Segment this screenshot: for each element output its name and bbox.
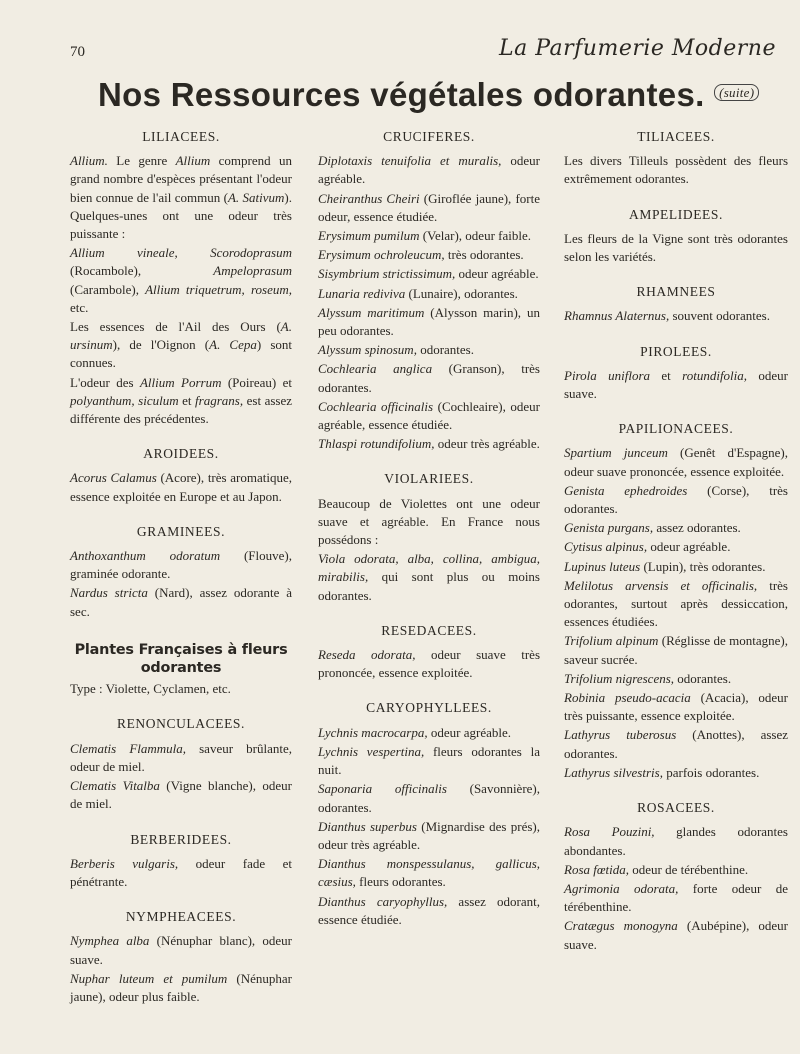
entry-text: odeur de térébenthine.: [629, 861, 749, 877]
entry-text: (Genêt d'Espagne), odeur suave prononcée, essence exploitée.: [564, 445, 788, 479]
entry-text: souvent odorantes.: [669, 308, 770, 324]
plant-entry: [318, 360, 540, 396]
plant-entry: [318, 246, 540, 264]
latin-name: Anthoxanthum odoratum: [70, 548, 221, 564]
plant-entry: [564, 823, 788, 859]
latin-name: Lupinus luteus: [564, 558, 641, 574]
entry-text: (Giroflée jaune), forte odeur, essence étudiée.: [318, 190, 540, 224]
plant-entry: [70, 970, 292, 1006]
latin-name: Allium.: [70, 153, 108, 169]
entry-text: odeur agréable.: [427, 724, 511, 740]
latin-name: Clematis Flammula,: [70, 740, 187, 756]
entry-text: (Granson), très odorantes.: [318, 361, 540, 395]
entry-text: odeur très agréable.: [434, 436, 540, 452]
plant-entry: [564, 726, 788, 762]
entry-text: est assez différente des précédentes.: [70, 392, 293, 427]
latin-name: fragrans,: [195, 392, 244, 408]
plant-entry: [70, 777, 292, 813]
plant-entry: [564, 538, 788, 556]
latin-name: Viola odorata, alba, collina, ambigua, mirabilis,: [318, 551, 540, 585]
latin-name: Allium triquetrum, roseum,: [145, 281, 292, 297]
plant-entry: [564, 861, 788, 879]
entry-text: (Cochleaire), odeur agréable, essence étudiée.: [318, 398, 540, 433]
latin-name: A. ursinum: [70, 319, 292, 353]
plant-entry: [70, 469, 292, 505]
plant-entry: [318, 227, 540, 245]
entry-text: etc.: [70, 299, 89, 315]
latin-name: Dianthus caryophyllus,: [318, 893, 448, 909]
plant-entry: [318, 893, 540, 929]
latin-name: Allium: [175, 153, 211, 169]
plant-entry: [564, 482, 788, 518]
latin-name: Sisymbrium strictissimum,: [318, 266, 456, 282]
page-title: [98, 76, 788, 114]
entry-text: (Lunaire), odorantes.: [405, 285, 518, 301]
plant-entry: [564, 689, 788, 725]
entry-text: Les divers Tilleuls possèdent des fleurs extrêmement odorantes.: [564, 153, 788, 187]
column-3: [564, 128, 788, 955]
latin-name: Lathyrus tuberosus: [564, 727, 677, 743]
entry-text: odeur agréable.: [455, 266, 539, 282]
latin-name: Allium Porrum: [139, 374, 222, 390]
plant-entry: [318, 818, 540, 854]
entry-text: très odorantes, surtout après dessiccation, essences étudiées.: [564, 577, 788, 630]
entry-text: odeur suave très prononcée, essence exploitée.: [318, 647, 540, 681]
latin-name: Cytisus alpinus,: [564, 539, 648, 555]
latin-name: Lunaria rediviva: [318, 285, 406, 301]
plant-entry: [318, 495, 540, 550]
entry-text: (Velar), odeur faible.: [419, 228, 531, 244]
latin-name: A. Cepa: [209, 337, 257, 353]
entry-text: (Alysson marin), un peu odorantes.: [318, 304, 540, 339]
latin-name: Berberis vulgaris,: [70, 855, 179, 871]
entry-text: (Corse), très odorantes.: [564, 482, 788, 517]
latin-name: Cochlearia officinalis: [318, 398, 434, 414]
section-heading: RESEDACEES.: [381, 622, 477, 638]
plant-entry: [70, 584, 292, 620]
plant-entry: [318, 304, 540, 340]
plant-entry: [70, 932, 292, 968]
plant-entry: [564, 519, 788, 537]
plant-entry: [318, 341, 540, 359]
section-heading: NYMPHEACEES.: [125, 909, 237, 925]
section-heading: RHAMNEES: [636, 284, 716, 300]
latin-name: rotundifolia,: [682, 367, 748, 383]
latin-name: Cochlearia anglica: [318, 361, 433, 377]
plant-entry: [318, 855, 540, 891]
entry-text: Beaucoup de Violettes ont une odeur suave et agréable. En France nous possédons :: [318, 495, 540, 548]
entry-text: (Mignardise des prés), odeur très agréable.: [318, 818, 540, 852]
plant-entry: [318, 724, 540, 742]
entry-text: (Acacia), odeur très puissante, essence exploitée.: [564, 690, 788, 724]
entry-text: et: [178, 392, 196, 408]
entry-text: ). Quelques-unes ont une odeur très puissante :: [70, 189, 292, 242]
latin-name: Acorus Calamus: [70, 470, 157, 486]
page-number: 70: [70, 44, 85, 60]
entry-text: (Réglisse de montagne), saveur sucrée.: [564, 633, 788, 667]
plant-entry: [564, 632, 788, 668]
entry-text: odeur agréable.: [318, 153, 540, 187]
plant-entry: [70, 244, 292, 317]
latin-name: Spartium junceum: [564, 445, 668, 461]
entry-text: odeur suave.: [564, 367, 788, 402]
entry-text: (Acore), très aromatique, essence exploitée en Europe et au Japon.: [70, 470, 292, 504]
entry-text: ) sont connues.: [70, 337, 293, 371]
plant-entry: [564, 152, 788, 188]
plant-entry: [70, 680, 292, 698]
plant-entry: [564, 444, 788, 480]
column-2: [318, 128, 540, 930]
latin-name: Reseda odorata,: [318, 647, 416, 663]
section-heading: AROIDEES.: [143, 446, 219, 462]
latin-name: Erysimum ochroleucum,: [318, 247, 445, 263]
section-heading: CRUCIFERES.: [383, 129, 475, 144]
latin-name: Alyssum maritimum: [318, 304, 425, 320]
entry-text: (Nard), assez odorante à sec.: [70, 585, 293, 619]
entry-text: (Anottes), assez odorantes.: [564, 727, 788, 761]
entry-text: (Lupin), très odorantes.: [640, 558, 766, 574]
latin-name: Genista ephedroides: [564, 482, 688, 498]
latin-name: Cratægus monogyna: [564, 918, 678, 934]
plant-entry: [318, 646, 540, 682]
plant-entry: [564, 367, 788, 403]
plant-entry: [70, 152, 292, 243]
section-heading: LILIACEES.: [142, 129, 220, 144]
plant-entry: [318, 190, 540, 226]
plant-entry: [70, 318, 292, 373]
latin-name: Ampeloprasum: [213, 263, 292, 279]
entry-text: ), de l'Oignon (: [112, 337, 210, 353]
entry-text: fleurs odorantes.: [355, 874, 446, 890]
latin-name: Diplotaxis tenuifolia et muralis,: [318, 153, 502, 169]
latin-name: Rhamnus Alaternus,: [564, 308, 670, 324]
plant-entry: [318, 265, 540, 283]
latin-name: Erysimum pumilum: [318, 228, 420, 244]
entry-text: parfois odorantes.: [662, 764, 760, 780]
suite-label: (suite): [714, 84, 759, 101]
plant-entry: [70, 740, 292, 776]
entry-text: forte odeur de térébenthine.: [564, 880, 788, 915]
latin-name: Dianthus superbus: [318, 818, 417, 834]
plant-entry: [564, 558, 788, 576]
latin-name: Nardus stricta: [70, 585, 148, 601]
latin-name: polyanthum, siculum: [70, 392, 179, 408]
plant-entry: [564, 577, 788, 632]
column-1: [70, 128, 292, 1007]
section-heading: CARYOPHYLLEES.: [366, 700, 492, 716]
latin-name: Trifolium alpinum: [564, 633, 659, 649]
entry-text: (Aubépine), odeur suave.: [564, 918, 788, 952]
latin-name: Lychnis vespertina,: [318, 743, 425, 759]
latin-name: Nuphar luteum et pumilum: [70, 970, 228, 986]
section-heading: TILIACEES.: [637, 129, 715, 144]
plant-entry: [564, 307, 788, 325]
plant-entry: [318, 285, 540, 303]
plant-entry: [318, 152, 540, 188]
plant-entry: [70, 547, 292, 583]
section-heading: PIROLEES.: [640, 343, 712, 359]
entry-text: (Vigne blanche), odeur de miel.: [70, 778, 292, 812]
latin-name: Saponaria officinalis: [318, 781, 447, 797]
section-heading: ROSACEES.: [637, 800, 715, 816]
plant-entry: [318, 398, 540, 434]
section-heading: PAPILIONACEES.: [618, 421, 734, 437]
plant-entry: [318, 435, 540, 453]
latin-name: Melilotus arvensis et officinalis,: [564, 577, 758, 593]
section-heading: VIOLARIEES.: [384, 471, 474, 487]
section-heading: RENONCULACEES.: [116, 716, 246, 732]
entry-text: odorantes.: [674, 670, 732, 686]
entry-text: Les fleurs de la Vigne sont très odorantes selon les variétés.: [564, 230, 788, 265]
entry-text: et: [650, 367, 683, 383]
latin-name: Clematis Vitalba: [70, 778, 160, 794]
plant-entry: [318, 743, 540, 779]
entry-text: saveur brûlante, odeur de miel.: [70, 740, 292, 774]
latin-name: Thlaspi rotundifolium,: [318, 436, 435, 452]
latin-name: A. Sativum: [227, 189, 285, 205]
entry-text: (Savonnière), odorantes.: [318, 781, 540, 815]
latin-name: Alyssum spinosum,: [318, 342, 417, 358]
entry-text: (Carambole),: [70, 281, 146, 297]
entry-text: (Flouve), graminée odorante.: [70, 548, 292, 582]
plant-entry: [564, 917, 788, 953]
entry-text: qui sont plus ou moins odorantes.: [318, 569, 540, 603]
latin-name: Genista purgans,: [564, 520, 654, 536]
latin-name: Robinia pseudo-acacia: [564, 690, 691, 706]
latin-name: Rosa Pouzini,: [564, 824, 655, 840]
plant-entry: [70, 374, 292, 429]
running-title: La Parfumerie Moderne: [498, 36, 776, 61]
entry-text: odorantes.: [416, 342, 474, 358]
section-heading: GRAMINEES.: [136, 523, 226, 539]
latin-name: Allium vineale, Scorodoprasum: [70, 245, 292, 261]
latin-name: Dianthus monspessulanus, gallicus, cæsius,: [318, 856, 540, 890]
entry-text: Les essences de l'Ail des Ours (: [70, 319, 281, 335]
section-heading: BERBERIDEES.: [130, 831, 232, 847]
entry-text: Type : Violette, Cyclamen, etc.: [70, 681, 231, 697]
entry-text: assez odorantes.: [653, 520, 741, 536]
plant-entry: [564, 880, 788, 916]
entry-text: comprend un grand nombre d'espèces présentant l'odeur bien connue de l'ail commun (: [70, 153, 292, 205]
latin-name: Pirola uniflora: [564, 367, 651, 383]
plant-entry: [318, 780, 540, 816]
entry-text: odeur fade et pénétrante.: [70, 855, 292, 889]
latin-name: Cheiranthus Cheiri: [318, 190, 420, 206]
latin-name: Lathyrus silvestris,: [564, 764, 663, 780]
entry-text: Le genre: [107, 153, 176, 169]
plant-entry: [318, 550, 540, 605]
title-text: Nos Ressources végétales odorantes.: [98, 76, 705, 113]
entry-text: (Nénuphar blanc), odeur suave.: [70, 933, 292, 967]
latin-name: Rosa fœtida,: [564, 861, 630, 877]
entry-text: (Rocambole),: [70, 263, 214, 279]
entry-text: L'odeur des: [70, 374, 140, 390]
plant-entry: [564, 230, 788, 266]
entry-text: (Nénuphar jaune), odeur plus faible.: [70, 970, 293, 1004]
plant-entry: [564, 670, 788, 688]
entry-text: assez odorant, essence étudiée.: [318, 893, 540, 927]
section-heading: AMPELIDEES.: [629, 206, 723, 222]
entry-text: (Poireau) et: [221, 374, 292, 390]
feature-heading: Plantes Françaises à fleurs odorantes: [74, 641, 288, 677]
latin-name: Lychnis macrocarpa,: [318, 724, 428, 740]
latin-name: Trifolium nigrescens,: [564, 670, 675, 686]
latin-name: Nymphea alba: [70, 933, 150, 949]
entry-text: très odorantes.: [444, 247, 524, 263]
plant-entry: [564, 764, 788, 782]
plant-entry: [70, 855, 292, 891]
entry-text: odeur agréable.: [647, 539, 731, 555]
entry-text: fleurs odorantes la nuit.: [318, 743, 540, 778]
latin-name: Agrimonia odorata,: [564, 880, 679, 896]
entry-text: glandes odorantes abondantes.: [564, 824, 788, 858]
